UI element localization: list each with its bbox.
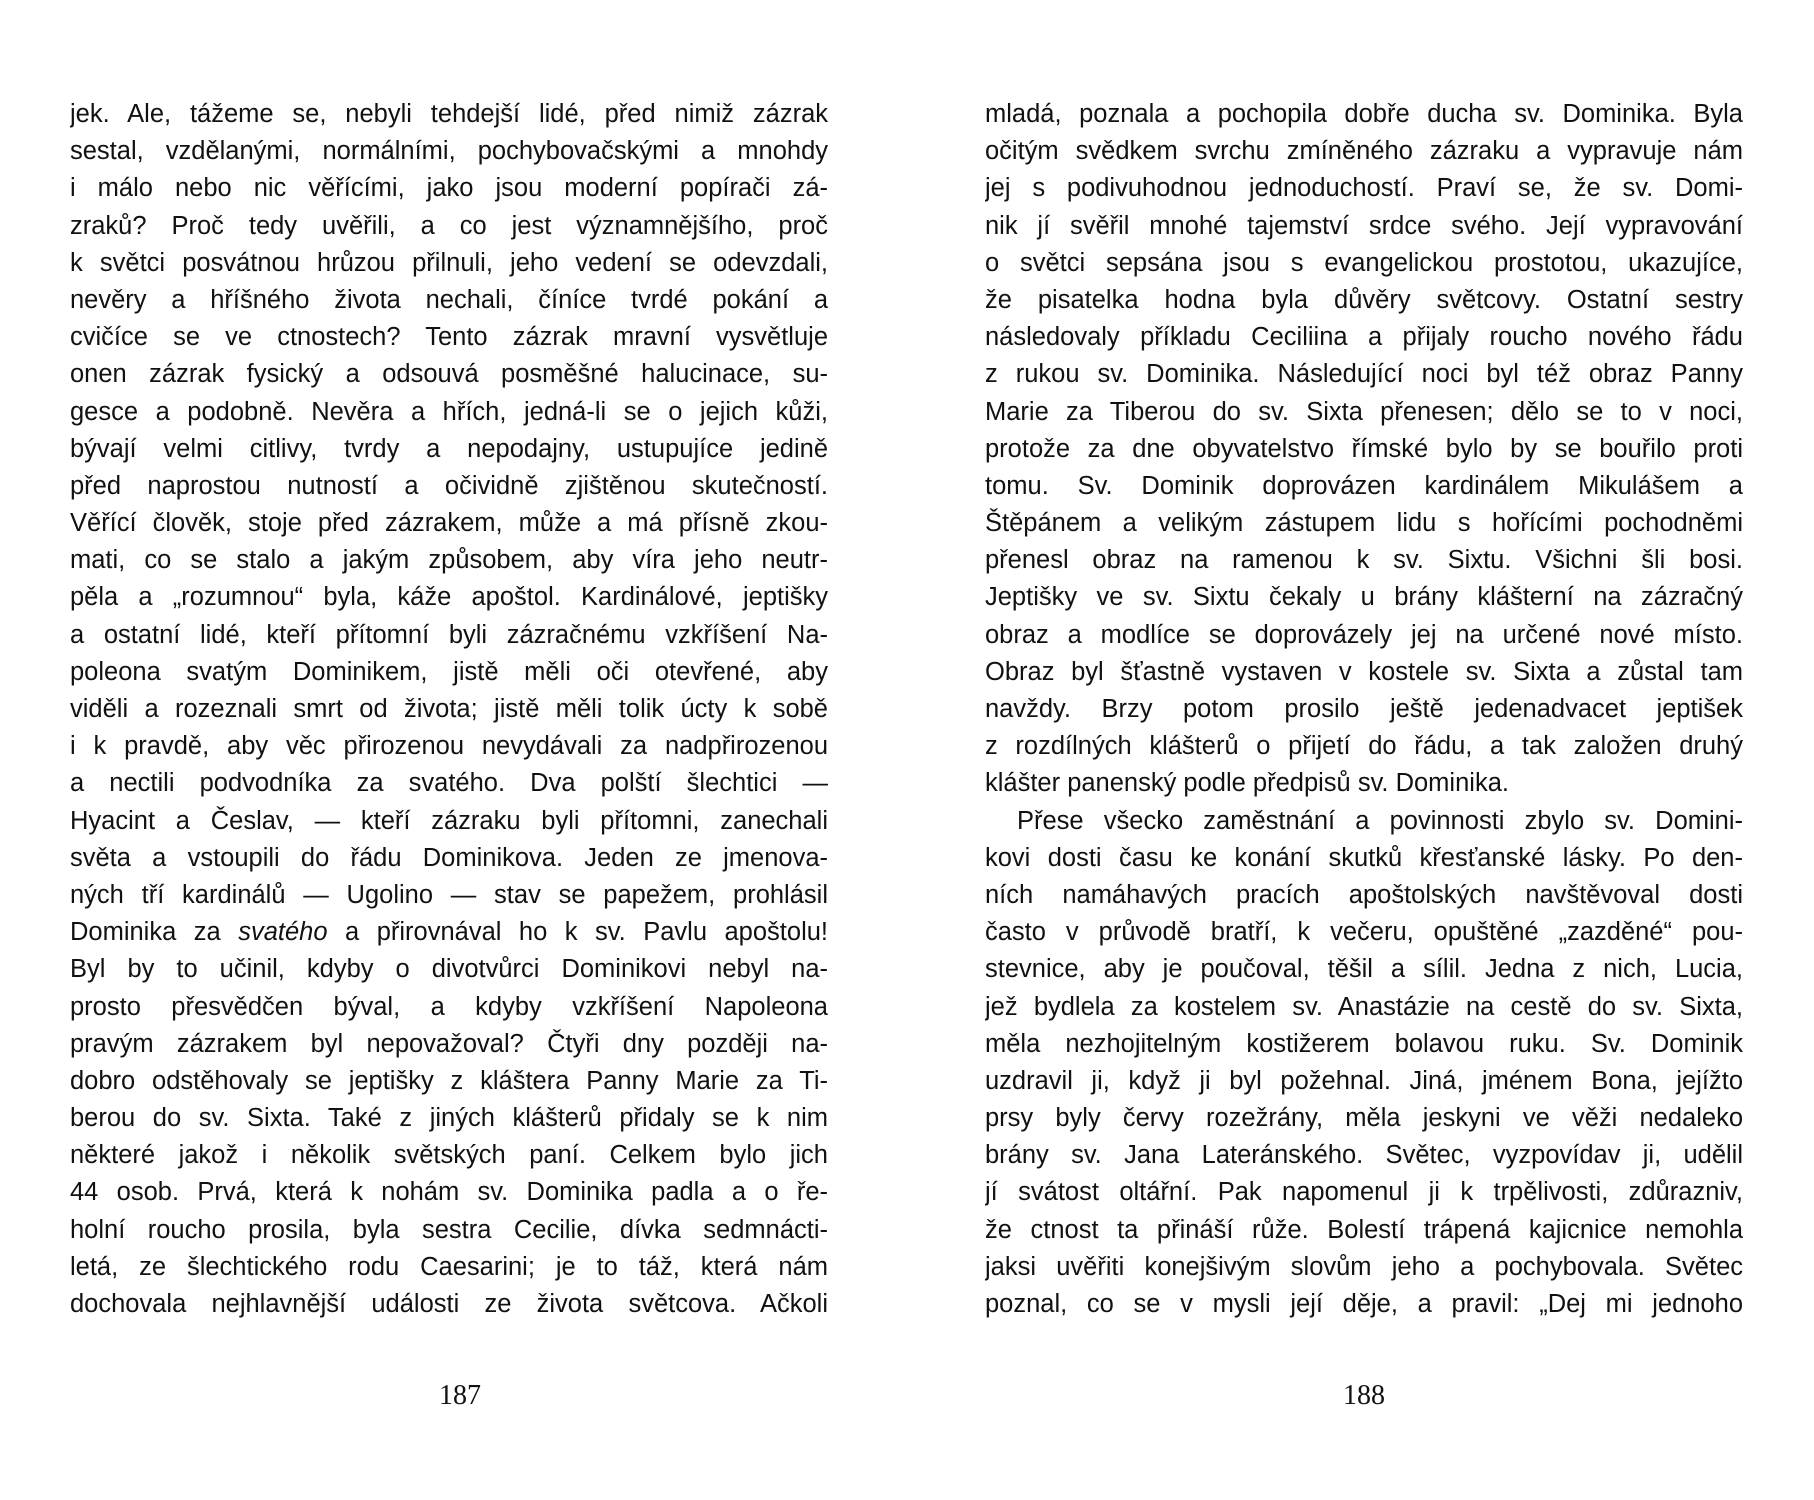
text-line: jej s podivuhodnou jednoduchostí. Praví se, že sv. Domi- <box>985 174 1743 203</box>
text-line: světa a vstoupili do řádu Dominikova. Jeden ze jmenova- <box>70 843 828 872</box>
text-line: zraků? Proč tedy uvěřili, a co jest významnějšího, proč <box>70 211 828 240</box>
text-line: holní roucho prosila, byla sestra Cecilie, dívka sedmnácti- <box>70 1215 828 1244</box>
text-line: Dominika za svatého a přirovnával ho k sv. Pavlu apoštolu! <box>70 918 828 947</box>
text-line: bývají velmi citlivy, tvrdy a nepodajny, ustupujíce jedině <box>70 434 828 463</box>
text-line: že ctnost ta přináší růže. Bolestí trápená kajicnice nemohla <box>985 1215 1743 1244</box>
text-line: Věřící člověk, stoje před zázrakem, může a má přísně zkou- <box>70 509 828 538</box>
text-line: pěla a „rozumnou“ byla, káže apoštol. Kardinálové, jeptišky <box>70 583 828 612</box>
text-line: ných tří kardinálů — Ugolino — stav se papežem, prohlásil <box>70 880 828 909</box>
right-page <box>985 96 1743 1323</box>
text-line: přenesl obraz na ramenou k sv. Sixtu. Všichni šli bosi. <box>985 546 1743 575</box>
text-line: prosto přesvědčen býval, a kdyby vzkříšení Napoleona <box>70 992 828 1021</box>
text-line: z rukou sv. Dominika. Následující noci byl též obraz Panny <box>985 360 1743 389</box>
left-page <box>70 96 828 1323</box>
text-line: klášter panenský podle předpisů sv. Dominika. <box>985 769 1509 798</box>
page-number-right: 188 <box>1343 1380 1385 1411</box>
text-line: Obraz byl šťastně vystaven v kostele sv. Sixta a zůstal tam <box>985 657 1743 686</box>
text-line: poleona svatým Dominikem, jistě měli oči otevřené, aby <box>70 657 828 686</box>
text-line: kovi dosti času ke konání skutků křesťanské lásky. Po den- <box>985 843 1743 872</box>
text-line: onen zázrak fysický a odsouvá posměšné halucinace, su- <box>70 360 828 389</box>
text-line: nevěry a hříšného života nechali, číníce tvrdé pokání a <box>70 285 828 314</box>
text-line: že pisatelka hodna byla důvěry světcovy. Ostatní sestry <box>985 285 1743 314</box>
text-line: Byl by to učinil, kdyby o divotvůrci Dominikovi nebyl na- <box>70 955 828 984</box>
text-line: a nectili podvodníka za svatého. Dva polští šlechtici — <box>70 769 828 798</box>
text-line: 44 osob. Prvá, která k nohám sv. Dominika padla a o ře- <box>70 1178 828 1207</box>
text-line: tomu. Sv. Dominik doprovázen kardinálem Mikulášem a <box>985 471 1743 500</box>
text-line: o světci sepsána jsou s evangelickou prostotou, ukazujíce, <box>985 248 1743 277</box>
text-line: jaksi uvěřiti konejšivým slovům jeho a pochybovala. Světec <box>985 1252 1743 1281</box>
text-line: jek. Ale, tážeme se, nebyli tehdejší lidé, před nimiž zázrak <box>70 100 828 128</box>
text-line: pravým zázrakem byl nepovažoval? Čtyři dny později na- <box>70 1029 828 1058</box>
text-line: a ostatní lidé, kteří přítomní byli zázračnému vzkříšení Na- <box>70 620 828 649</box>
text-line: viděli a rozeznali smrt od života; jistě měli tolik úcty k sobě <box>70 695 828 723</box>
text-line: měla nezhojitelným kostižerem bolavou ruku. Sv. Dominik <box>985 1029 1743 1058</box>
text-line: poznal, co se v mysli její děje, a pravil: „Dej mi jednoho <box>985 1290 1743 1318</box>
text-line: často v průvodě bratří, k večeru, opuštěné „zazděné“ pou- <box>985 918 1743 947</box>
text-line: Přese všecko zaměstnání a povinnosti zbylo sv. Domini- <box>1017 806 1743 835</box>
text-line: obraz a modlíce se doprovázely jej na určené nové místo. <box>985 620 1743 649</box>
text-line: následovaly příkladu Ceciliina a přijaly roucho nového řádu <box>985 323 1743 352</box>
text-line: Jeptišky ve sv. Sixtu čekaly u brány klášterní na zázračný <box>985 583 1743 612</box>
page-number-left: 187 <box>439 1380 481 1411</box>
text-line: jež bydlela za kostelem sv. Anastázie na cestě do sv. Sixta, <box>985 992 1743 1021</box>
text-line: k světci posvátnou hrůzou přilnuli, jeho vedení se odevzdali, <box>70 248 828 277</box>
emphasis: svatého <box>238 918 328 947</box>
text-line: protože za dne obyvatelstvo římské bylo by se bouřilo proti <box>985 434 1743 463</box>
text-line: mati, co se stalo a jakým způsobem, aby víra jeho neutr- <box>70 546 828 575</box>
text-line: prsy byly červy rozežrány, měla jeskyni ve věži nedaleko <box>985 1104 1743 1133</box>
text-line: letá, ze šlechtického rodu Caesarini; je to táž, která nám <box>70 1252 828 1281</box>
text-line: očitým svědkem svrchu zmíněného zázraku a vypravuje nám <box>985 137 1743 166</box>
text-line: dochovala nejhlavnější události ze života světcova. Ačkoli <box>70 1290 828 1318</box>
text-line: Marie za Tiberou do sv. Sixta přenesen; dělo se to v noci, <box>985 397 1743 426</box>
text-line: z rozdílných klášterů o přijetí do řádu, a tak založen druhý <box>985 732 1743 761</box>
text-line: některé jakož i několik světských paní. Celkem bylo jich <box>70 1141 828 1170</box>
text-line: před naprostou nutností a očividně zjištěnou skutečností. <box>70 471 828 500</box>
text-line: cvičíce se ve ctnostech? Tento zázrak mravní vysvětluje <box>70 323 828 352</box>
text-line: Hyacint a Česlav, — kteří zázraku byli přítomni, zanechali <box>70 806 828 835</box>
text-line: i k pravdě, aby věc přirozenou nevydávali za nadpřirozenou <box>70 732 828 761</box>
text-line: ních namáhavých pracích apoštolských navštěvoval dosti <box>985 880 1743 909</box>
text-line: stevnice, aby je poučoval, těšil a sílil. Jedna z nich, Lucia, <box>985 955 1743 984</box>
text-line: berou do sv. Sixta. Také z jiných klášterů přidaly se k nim <box>70 1104 828 1133</box>
text-line: sestal, vzdělanými, normálními, pochybovačskými a mnohdy <box>70 137 828 166</box>
text-line: Štěpánem a velikým zástupem lidu s hořícími pochodněmi <box>985 509 1743 538</box>
text-line: jí svátost oltářní. Pak napomenul ji k trpělivosti, zdůrazniv, <box>985 1178 1743 1207</box>
text-line: gesce a podobně. Nevěra a hřích, jedná-li se o jejich kůži, <box>70 397 828 426</box>
text-line: brány sv. Jana Lateránského. Světec, vyzpovídav ji, udělil <box>985 1141 1743 1170</box>
text-line: nik jí svěřil mnohé tajemství srdce svého. Její vypravování <box>985 211 1743 240</box>
text-line: navždy. Brzy potom prosilo ještě jedenadvacet jeptišek <box>985 695 1743 723</box>
text-line: dobro odstěhovaly se jeptišky z kláštera Panny Marie za Ti- <box>70 1066 828 1095</box>
text-line: mladá, poznala a pochopila dobře ducha sv. Dominika. Byla <box>985 100 1743 128</box>
text-line: uzdravil ji, když ji byl požehnal. Jiná, jménem Bona, jejížto <box>985 1066 1743 1095</box>
text-line: i málo nebo nic věřícími, jako jsou moderní popírači zá- <box>70 174 828 203</box>
